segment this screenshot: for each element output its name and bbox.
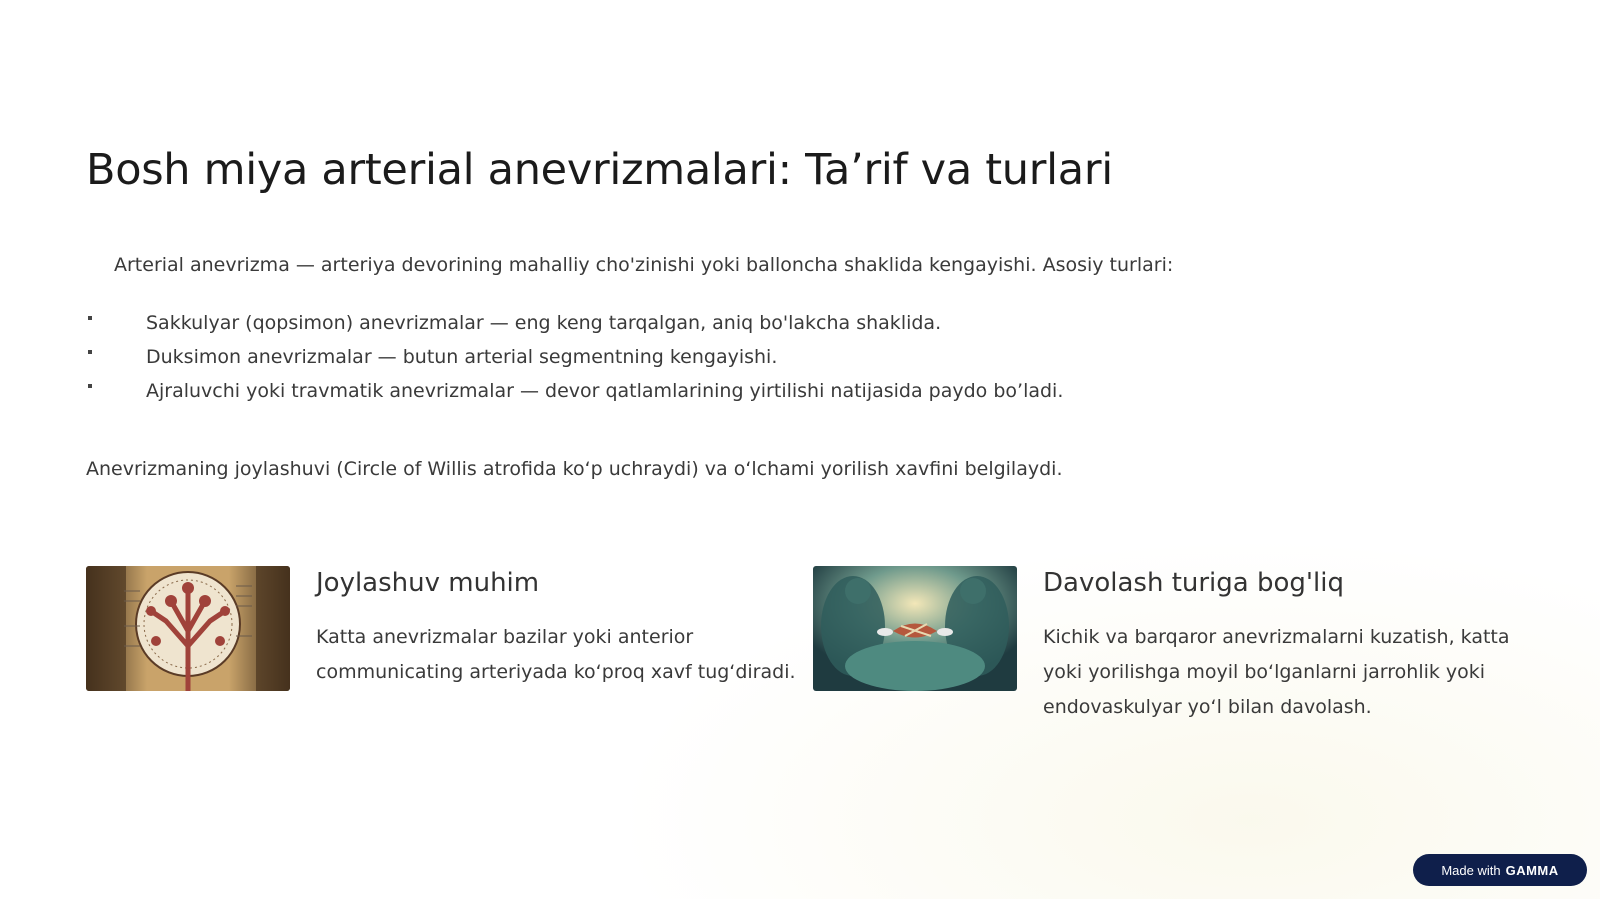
intro-paragraph: Arterial anevrizma — arteriya devorining mahalliy cho'zinishi yoki balloncha shaklida kengayishi. Asosiy turlari: <box>114 254 1174 276</box>
gamma-logo: GAMMA <box>1505 862 1559 878</box>
card-location <box>86 566 796 716</box>
artery-tree-illustration <box>86 566 290 691</box>
bullet-icon <box>88 384 92 388</box>
list-item-text: Duksimon anevrizmalar — butun arterial segmentning kengayishi. <box>146 346 778 368</box>
list-item-text: Sakkulyar (qopsimon) anevrizmalar — eng keng tarqalgan, aniq bo'lakcha shaklida. <box>146 312 942 334</box>
card-text: Kichik va barqaror anevrizmalarni kuzatish, katta yoki yorilishga moyil bo‘lganlarni jarrohlik yoki endovaskulyar yo‘l bilan davolash. <box>1043 626 1510 718</box>
badge-prefix: Made with <box>1441 862 1501 878</box>
surgery-illustration <box>813 566 1017 691</box>
note-paragraph: Anevrizmaning joylashuvi (Circle of Willis atrofida ko‘p uchraydi) va o‘lchami yorilish xavfini belgilaydi. <box>86 458 1063 480</box>
card-title: Joylashuv muhim <box>316 568 540 598</box>
made-with-gamma-badge[interactable] <box>1413 854 1587 886</box>
bullet-icon <box>88 350 92 354</box>
bullet-icon <box>88 316 92 320</box>
list-item-text: Ajraluvchi yoki travmatik anevrizmalar — devor qatlamlarining yirtilishi natijasida paydo bo’ladi. <box>146 380 1064 402</box>
card-treatment <box>813 566 1513 716</box>
card-text: Katta anevrizmalar bazilar yoki anterior communicating arteriyada ko‘proq xavf tug‘diradi. <box>316 626 796 683</box>
page-title: Bosh miya arterial anevrizmalari: Ta’rif va turlari <box>86 145 1113 195</box>
card-title: Davolash turiga bog'liq <box>1043 568 1344 598</box>
